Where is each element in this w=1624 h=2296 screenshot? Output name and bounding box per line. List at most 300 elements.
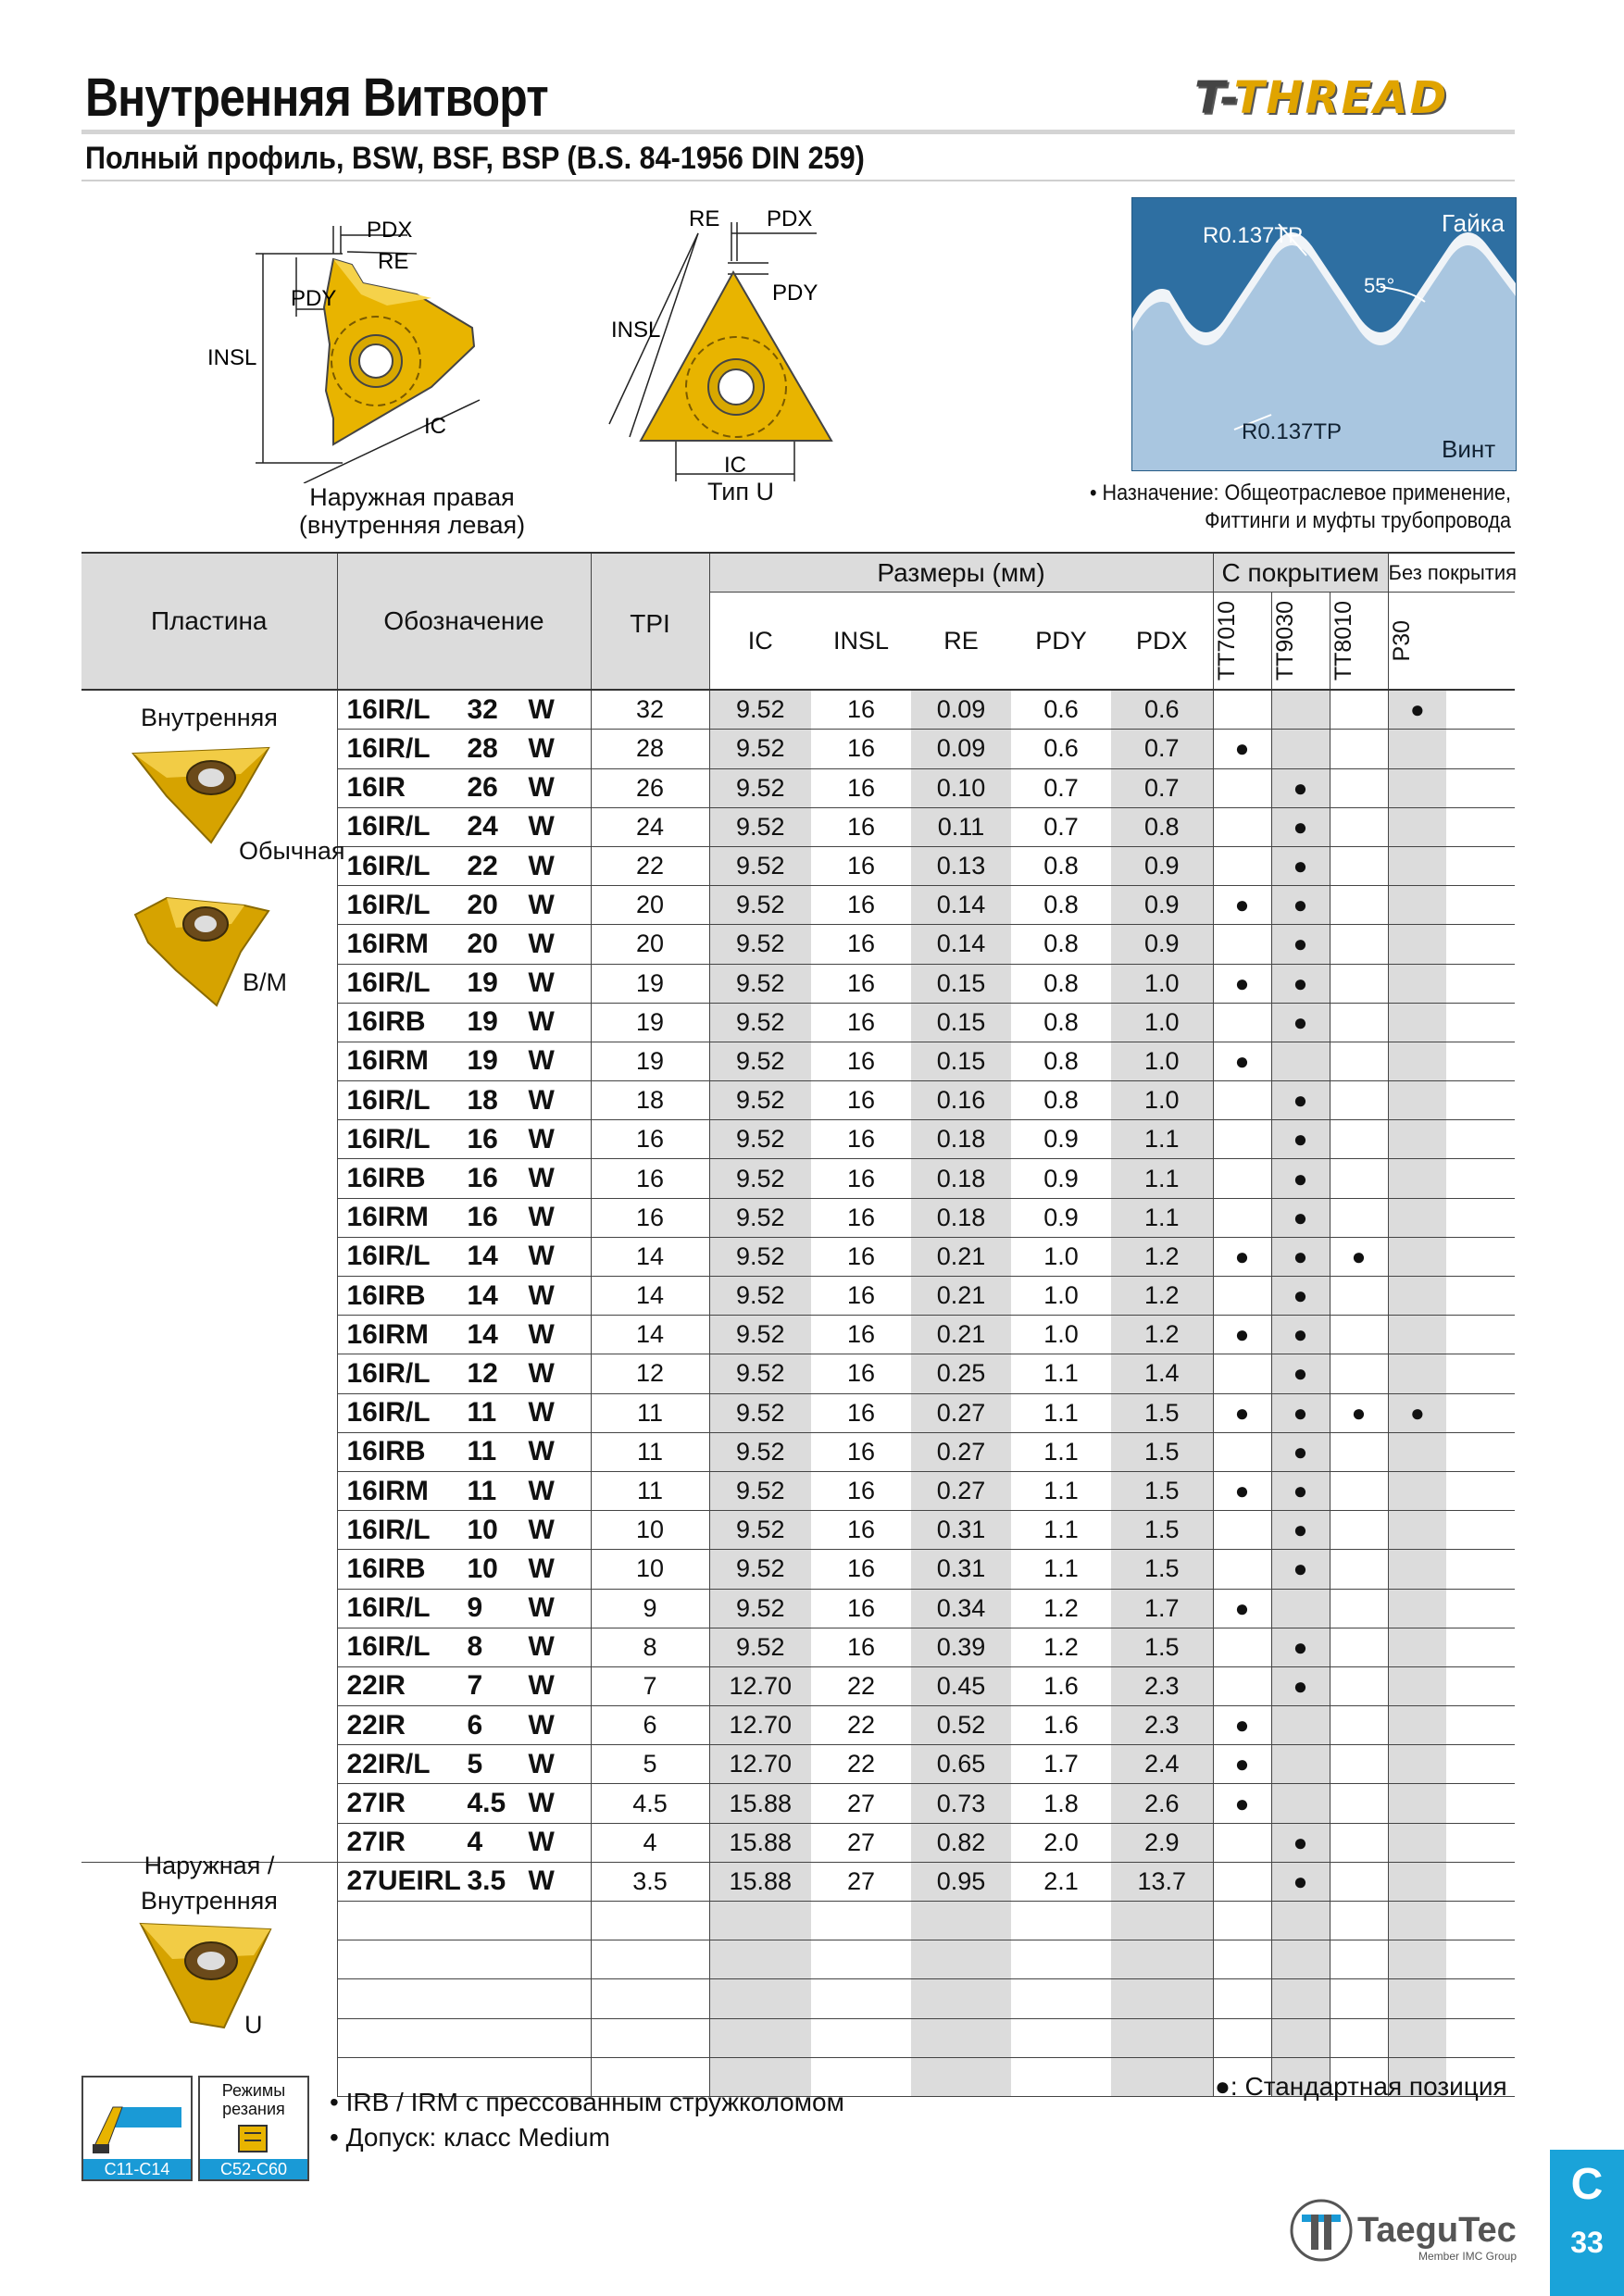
tpi-cell: 14 (591, 1316, 709, 1354)
insl-cell: 16 (811, 1550, 911, 1589)
grade-cell: ● (1388, 1393, 1446, 1432)
tpi-cell: 4.5 (591, 1784, 709, 1823)
pdy-cell: 0.9 (1011, 1198, 1111, 1237)
pdx-cell (1111, 1940, 1213, 1979)
ic-cell (709, 2018, 811, 2057)
grade-cell (1330, 964, 1388, 1003)
grade-cell: ● (1271, 1198, 1330, 1237)
re-cell (911, 1902, 1011, 1940)
ic-cell: 9.52 (709, 886, 811, 925)
re-cell (911, 2018, 1011, 2057)
designation-cell: 16IR/L 16 W (337, 1120, 591, 1159)
grade-cell (1388, 1316, 1446, 1354)
insl-cell: 16 (811, 1120, 911, 1159)
tpi-cell: 28 (591, 730, 709, 768)
ic-cell: 9.52 (709, 807, 811, 846)
grade-cell: ● (1213, 1471, 1271, 1510)
re-cell: 0.15 (911, 964, 1011, 1003)
grade-cell (1388, 1354, 1446, 1393)
header-pdy: PDY (1011, 593, 1111, 691)
designation-cell: 16IRB 16 W (337, 1159, 591, 1198)
grade-cell (1330, 925, 1388, 964)
tpi-cell (591, 2018, 709, 2057)
grade-cell (1330, 768, 1388, 807)
insert-diagram-left (194, 206, 528, 483)
grade-cell (1388, 807, 1446, 846)
insl-cell: 16 (811, 1511, 911, 1550)
designation-cell: 16IRB 19 W (337, 1003, 591, 1042)
designation-cell (337, 2018, 591, 2057)
ic-cell: 9.52 (709, 964, 811, 1003)
holder-ref-box[interactable] (81, 2076, 193, 2181)
cutting-data-title: Режимы резания (221, 2081, 286, 2118)
pdx-cell: 1.7 (1111, 1589, 1213, 1628)
caption-right: Тип U (706, 478, 774, 505)
grade-cell (1330, 1354, 1388, 1393)
re-cell: 0.95 (911, 1862, 1011, 1901)
ic-cell: 9.52 (709, 1277, 811, 1316)
insl-cell (811, 1902, 911, 1940)
grade-cell (1213, 807, 1271, 846)
grade-cell (1213, 690, 1271, 730)
insl-cell: 16 (811, 1042, 911, 1080)
grade-cell: ● (1271, 1862, 1330, 1901)
grade-cell (1213, 768, 1271, 807)
section-letter: C (1570, 2160, 1604, 2209)
grade-cell: ● (1271, 1550, 1330, 1589)
grade-cell (1330, 886, 1388, 925)
grade-cell (1330, 2018, 1388, 2057)
grade-cell (1330, 1823, 1388, 1862)
pdx-cell: 0.9 (1111, 886, 1213, 925)
group-u-label: U (244, 2011, 263, 2039)
header-grade-p30: P30 (1388, 619, 1415, 662)
header-designation: Обозначение (337, 553, 591, 690)
grade-cell (1388, 1159, 1446, 1198)
designation-cell: 16IR/L 20 W (337, 886, 591, 925)
grade-cell (1213, 1979, 1271, 2018)
grade-cell (1330, 1706, 1388, 1745)
grade-cell (1213, 1354, 1271, 1393)
footnotes: • IRB / IRM с прессованным стружколомом • Допуск: класс Medium (330, 2088, 844, 2152)
pdy-cell: 1.1 (1011, 1354, 1111, 1393)
re-cell: 0.11 (911, 807, 1011, 846)
grade-cell (1213, 1550, 1271, 1589)
pdx-cell: 0.9 (1111, 925, 1213, 964)
pdx-cell: 0.9 (1111, 846, 1213, 885)
grade-cell (1330, 1316, 1388, 1354)
designation-cell (337, 1979, 591, 2018)
grade-cell (1330, 1550, 1388, 1589)
grade-cell (1388, 1666, 1446, 1705)
ic-cell: 9.52 (709, 1003, 811, 1042)
pdx-cell: 0.7 (1111, 730, 1213, 768)
grade-cell: ● (1213, 1784, 1271, 1823)
grade-cell (1213, 1666, 1271, 1705)
group-bm-label: B/M (243, 968, 288, 996)
tpi-cell: 32 (591, 690, 709, 730)
grade-cell: ● (1271, 1511, 1330, 1550)
pdy-cell: 1.0 (1011, 1237, 1111, 1276)
insl-cell: 16 (811, 1003, 911, 1042)
re-cell: 0.52 (911, 1706, 1011, 1745)
label-pdy: PDY (291, 286, 337, 311)
pdx-cell: 2.6 (1111, 1784, 1213, 1823)
designation-cell: 16IRM 20 W (337, 925, 591, 964)
re-cell: 0.10 (911, 768, 1011, 807)
designation-cell: 16IR/L 32 W (337, 690, 591, 730)
page-subtitle: Полный профиль, BSW, BSF, BSP (B.S. 84-1956 DIN 259) (85, 141, 865, 176)
designation-cell: 22IR 6 W (337, 1706, 591, 1745)
pdy-cell (1011, 2057, 1111, 2096)
grade-cell: ● (1271, 1471, 1330, 1510)
tpi-cell: 19 (591, 1042, 709, 1080)
grade-cell (1388, 1823, 1446, 1862)
grade-cell (1213, 1432, 1271, 1471)
header-insert: Пластина (81, 553, 337, 690)
insert-diagram-right (602, 206, 880, 483)
grade-cell: ● (1271, 886, 1330, 925)
tpi-cell: 16 (591, 1159, 709, 1198)
grade-cell: ● (1271, 1237, 1330, 1276)
ic-cell: 9.52 (709, 1589, 811, 1628)
ic-cell: 9.52 (709, 1471, 811, 1510)
ic-cell (709, 1979, 811, 2018)
pdy-cell: 1.6 (1011, 1666, 1111, 1705)
pdy-cell: 0.8 (1011, 1081, 1111, 1120)
tpi-cell: 12 (591, 1354, 709, 1393)
tpi-cell: 5 (591, 1745, 709, 1784)
insl-cell: 16 (811, 1081, 911, 1120)
grade-cell (1330, 1589, 1388, 1628)
grade-cell (1213, 1198, 1271, 1237)
grade-cell (1330, 1784, 1388, 1823)
grade-cell (1213, 1159, 1271, 1198)
pdx-cell: 1.0 (1111, 1003, 1213, 1042)
ic-cell (709, 1902, 811, 1940)
ic-cell: 9.52 (709, 1042, 811, 1080)
ic-cell: 9.52 (709, 1550, 811, 1589)
insl-cell: 27 (811, 1784, 911, 1823)
insl-cell: 22 (811, 1706, 911, 1745)
grade-cell (1388, 1003, 1446, 1042)
grade-cell (1388, 964, 1446, 1003)
grade-cell (1330, 1081, 1388, 1120)
tpi-cell: 7 (591, 1666, 709, 1705)
header-insl: INSL (811, 593, 911, 691)
insl-cell: 16 (811, 1471, 911, 1510)
svg-text:55°: 55° (1364, 274, 1395, 297)
grade-cell (1213, 1823, 1271, 1862)
ic-cell: 12.70 (709, 1745, 811, 1784)
subtitle-rule (81, 180, 1515, 181)
insl-cell: 16 (811, 964, 911, 1003)
grade-cell (1271, 730, 1330, 768)
grade-cell: ● (1213, 1706, 1271, 1745)
pdx-cell (1111, 1902, 1213, 1940)
re-cell: 0.18 (911, 1198, 1011, 1237)
tpi-cell: 10 (591, 1511, 709, 1550)
grade-cell (1388, 1940, 1446, 1979)
tpi-cell: 19 (591, 964, 709, 1003)
pdx-cell: 13.7 (1111, 1862, 1213, 1901)
grade-cell: ● (1271, 1277, 1330, 1316)
grade-cell: ● (1271, 964, 1330, 1003)
header-grade-tt8010: TT8010 (1330, 601, 1356, 681)
label-ic: IC (424, 414, 446, 439)
re-cell: 0.13 (911, 846, 1011, 885)
group-internal-label: Внутренняя (141, 704, 278, 731)
grade-cell: ● (1271, 1120, 1330, 1159)
grade-cell: ● (1271, 768, 1330, 807)
ic-cell: 12.70 (709, 1706, 811, 1745)
grade-cell (1213, 1628, 1271, 1666)
ic-cell: 9.52 (709, 1120, 811, 1159)
grade-cell (1271, 1589, 1330, 1628)
grade-cell (1271, 1940, 1330, 1979)
ic-cell: 12.70 (709, 1666, 811, 1705)
pdy-cell: 0.8 (1011, 1042, 1111, 1080)
grade-cell: ● (1213, 1237, 1271, 1276)
svg-text:Винт: Винт (1442, 435, 1496, 463)
pdy-cell: 0.8 (1011, 925, 1111, 964)
re-cell: 0.15 (911, 1003, 1011, 1042)
ic-cell: 9.52 (709, 1628, 811, 1666)
group-normal-label: Обычная (239, 837, 345, 865)
header-coated: С покрытием (1213, 553, 1388, 593)
cutting-data-box[interactable] (198, 2076, 309, 2181)
designation-cell: 16IR/L 18 W (337, 1081, 591, 1120)
grade-cell (1330, 1277, 1388, 1316)
re-cell: 0.09 (911, 690, 1011, 730)
grade-cell: ● (1271, 1316, 1330, 1354)
grade-cell (1330, 1862, 1388, 1901)
pdy-cell: 1.1 (1011, 1393, 1111, 1432)
insl-cell: 16 (811, 1277, 911, 1316)
pdx-cell: 0.8 (1111, 807, 1213, 846)
re-cell (911, 2057, 1011, 2096)
tpi-cell: 6 (591, 1706, 709, 1745)
ic-cell: 9.52 (709, 1354, 811, 1393)
pdy-cell: 1.2 (1011, 1589, 1111, 1628)
insl-cell: 16 (811, 1198, 911, 1237)
grade-cell (1330, 730, 1388, 768)
grade-cell: ● (1271, 1666, 1330, 1705)
label-re: RE (378, 249, 409, 274)
svg-text:R0.137TP: R0.137TP (1203, 223, 1304, 248)
re-cell: 0.82 (911, 1823, 1011, 1862)
designation-cell: 16IR/L 9 W (337, 1589, 591, 1628)
pdy-cell (1011, 2018, 1111, 2057)
designation-cell: 16IR 26 W (337, 768, 591, 807)
ic-cell: 9.52 (709, 925, 811, 964)
ic-cell: 9.52 (709, 846, 811, 885)
re-cell: 0.39 (911, 1628, 1011, 1666)
re-cell (911, 1940, 1011, 1979)
header-ic: IC (709, 593, 811, 691)
re-cell: 0.25 (911, 1354, 1011, 1393)
pdy-cell (1011, 1940, 1111, 1979)
ic-cell: 15.88 (709, 1862, 811, 1901)
re-cell: 0.15 (911, 1042, 1011, 1080)
re-cell: 0.27 (911, 1393, 1011, 1432)
grade-cell: ● (1213, 1589, 1271, 1628)
grade-cell (1330, 1432, 1388, 1471)
tpi-cell: 11 (591, 1471, 709, 1510)
grade-cell (1213, 1902, 1271, 1940)
tpi-cell (591, 1902, 709, 1940)
grade-cell (1213, 1862, 1271, 1901)
pdx-cell: 1.5 (1111, 1393, 1213, 1432)
ic-cell: 9.52 (709, 1316, 811, 1354)
grade-cell (1271, 1979, 1330, 2018)
designation-cell: 16IR/L 8 W (337, 1628, 591, 1666)
grade-cell (1388, 1277, 1446, 1316)
tpi-cell: 9 (591, 1589, 709, 1628)
grade-cell (1388, 1862, 1446, 1901)
grade-cell (1213, 1081, 1271, 1120)
grade-cell (1388, 1550, 1446, 1589)
label-insl: INSL (207, 345, 257, 370)
insl-cell: 16 (811, 925, 911, 964)
re-cell: 0.27 (911, 1432, 1011, 1471)
grade-cell (1388, 1706, 1446, 1745)
pdy-cell: 0.9 (1011, 1159, 1111, 1198)
insl-cell: 16 (811, 690, 911, 730)
pdy-cell: 0.6 (1011, 730, 1111, 768)
grade-cell (1271, 1706, 1330, 1745)
ic-cell: 9.52 (709, 1511, 811, 1550)
pdy-cell: 1.0 (1011, 1316, 1111, 1354)
ic-cell: 9.52 (709, 1237, 811, 1276)
re-cell: 0.09 (911, 730, 1011, 768)
grade-cell (1388, 1511, 1446, 1550)
tpi-cell: 20 (591, 925, 709, 964)
pdy-cell: 0.6 (1011, 690, 1111, 730)
designation-cell: 16IR/L 11 W (337, 1393, 591, 1432)
pdx-cell: 1.5 (1111, 1432, 1213, 1471)
grade-cell: ● (1271, 807, 1330, 846)
insl-cell: 16 (811, 768, 911, 807)
book-icon (235, 2122, 272, 2155)
page-number: 33 (1570, 2226, 1604, 2259)
grade-cell (1388, 768, 1446, 807)
re-cell: 0.14 (911, 886, 1011, 925)
pdy-cell (1011, 1902, 1111, 1940)
insl-cell: 16 (811, 1354, 911, 1393)
tpi-cell: 10 (591, 1550, 709, 1589)
grade-cell (1213, 1940, 1271, 1979)
insl-cell: 16 (811, 846, 911, 885)
grade-cell (1388, 1237, 1446, 1276)
pdx-cell: 2.4 (1111, 1745, 1213, 1784)
tpi-cell: 22 (591, 846, 709, 885)
pdx-cell (1111, 2057, 1213, 2096)
pdx-cell: 1.5 (1111, 1511, 1213, 1550)
pdy-cell (1011, 1979, 1111, 2018)
tpi-cell: 19 (591, 1003, 709, 1042)
grade-cell (1330, 1198, 1388, 1237)
insert-photo-bm (130, 887, 278, 1017)
grade-cell (1271, 1745, 1330, 1784)
title-rule (81, 130, 1515, 134)
grade-cell (1213, 1003, 1271, 1042)
grade-cell (1330, 1979, 1388, 2018)
grade-cell: ● (1271, 1823, 1330, 1862)
pdy-cell: 1.1 (1011, 1550, 1111, 1589)
grade-cell (1388, 1198, 1446, 1237)
insert-photo-normal (130, 741, 278, 852)
re-cell (911, 1979, 1011, 2018)
designation-cell: 16IRB 10 W (337, 1550, 591, 1589)
designation-cell: 27IR 4.5 W (337, 1784, 591, 1823)
ic-cell: 9.52 (709, 1198, 811, 1237)
pdy-cell: 2.0 (1011, 1823, 1111, 1862)
grade-cell (1388, 1471, 1446, 1510)
designation-cell: 16IR/L 10 W (337, 1511, 591, 1550)
pdy-cell: 2.1 (1011, 1862, 1111, 1901)
ic-cell: 15.88 (709, 1823, 811, 1862)
header-grade-tt7010: TT7010 (1213, 601, 1240, 681)
pdy-cell: 1.1 (1011, 1471, 1111, 1510)
pdy-cell: 1.0 (1011, 1277, 1111, 1316)
svg-text:Гайка: Гайка (1442, 209, 1505, 237)
ic-cell: 9.52 (709, 730, 811, 768)
taegutec-logo: TaeguTec Member IMC Group (1289, 2192, 1520, 2266)
grade-cell (1330, 1745, 1388, 1784)
insl-cell: 16 (811, 807, 911, 846)
designation-cell (337, 1940, 591, 1979)
ic-cell: 9.52 (709, 690, 811, 730)
tpi-cell: 11 (591, 1432, 709, 1471)
pdx-cell: 1.1 (1111, 1120, 1213, 1159)
tpi-cell: 16 (591, 1198, 709, 1237)
insl-cell: 27 (811, 1823, 911, 1862)
pdx-cell: 1.1 (1111, 1198, 1213, 1237)
re-cell: 0.18 (911, 1159, 1011, 1198)
header-re: RE (911, 593, 1011, 691)
pdx-cell: 1.2 (1111, 1316, 1213, 1354)
designation-cell: 16IR/L 22 W (337, 846, 591, 885)
pdy-cell: 1.8 (1011, 1784, 1111, 1823)
grade-cell (1330, 1003, 1388, 1042)
grade-cell: ● (1330, 1393, 1388, 1432)
grade-cell: ● (1271, 1628, 1330, 1666)
grade-cell: ● (1213, 1316, 1271, 1354)
designation-cell: 16IR/L 12 W (337, 1354, 591, 1393)
header-grade-tt9030: TT9030 (1271, 601, 1298, 681)
grade-cell (1271, 1902, 1330, 1940)
re-cell: 0.45 (911, 1666, 1011, 1705)
insl-cell: 16 (811, 1159, 911, 1198)
insl-cell (811, 2018, 911, 2057)
designation-cell: 22IR/L 5 W (337, 1745, 591, 1784)
grade-cell (1271, 1042, 1330, 1080)
pdy-cell: 0.8 (1011, 964, 1111, 1003)
ic-cell: 9.52 (709, 1159, 811, 1198)
designation-cell: 27IR 4 W (337, 1823, 591, 1862)
tpi-cell: 3.5 (591, 1862, 709, 1901)
pdy-cell: 0.8 (1011, 1003, 1111, 1042)
thread-profile-image (1131, 197, 1517, 471)
ic-cell: 9.52 (709, 768, 811, 807)
grade-cell (1330, 807, 1388, 846)
grade-cell (1213, 1511, 1271, 1550)
ic-cell: 9.52 (709, 1081, 811, 1120)
grade-cell: ● (1213, 964, 1271, 1003)
purpose-note: • Назначение: Общеотраслевое применение, Фиттинги и муфты трубопровода (1089, 480, 1511, 533)
designation-cell (337, 1902, 591, 1940)
